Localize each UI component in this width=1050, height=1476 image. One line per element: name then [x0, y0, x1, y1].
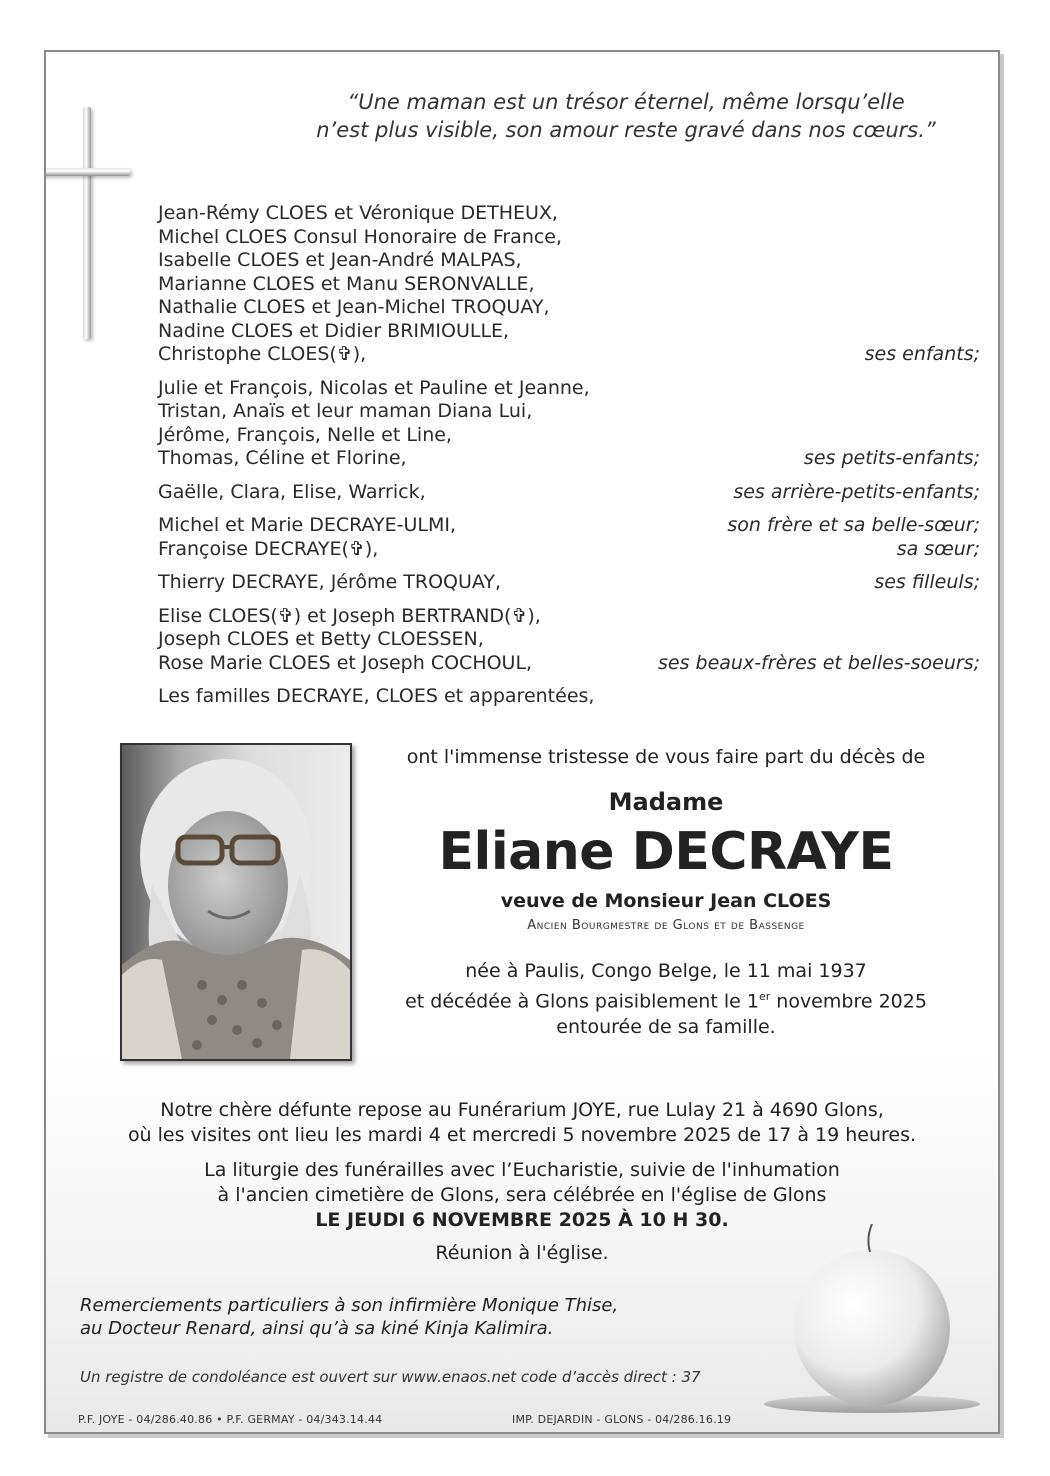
- family-name: Marianne CLOES et Manu SERONVALLE,: [158, 272, 535, 295]
- family-name: Thierry DECRAYE, Jérôme TROQUAY,: [158, 571, 502, 593]
- thanks-line: Remerciements particuliers à son infirmière Monique Thise,: [80, 1295, 619, 1316]
- visits-line: où les visites ont lieu les mardi 4 et mercredi 5 novembre 2025 de 17 à 19 heures.: [127, 1124, 917, 1146]
- thanks-line: au Docteur Renard, ainsi qu’à sa kiné Kinja Kalimira.: [80, 1318, 554, 1339]
- death-line: [346, 984, 986, 1014]
- family-role: ses enfants;: [864, 343, 980, 365]
- great-grandchildren-group: [158, 481, 980, 505]
- announcement-intro: ont l'immense tristesse de vous faire part du décès de: [406, 746, 926, 768]
- reunion-note: Réunion à l'église.: [435, 1242, 609, 1264]
- family-name: Michel et Marie DECRAYE-ULMI,: [158, 514, 457, 536]
- salutation: Madame: [608, 788, 724, 816]
- family-name: Nathalie CLOES et Jean-Michel TROQUAY,: [158, 296, 550, 318]
- family-name: Jean-Rémy CLOES et Véronique DETHEUX,: [158, 202, 558, 224]
- godchildren-group: [158, 571, 980, 595]
- family-role: ses filleuls;: [874, 571, 980, 593]
- spouse-title: Ancien Bourgmestre de Glons et de Bassenge: [527, 918, 805, 933]
- family-name: Christophe CLOES(✞),: [158, 343, 367, 365]
- visits-line: Notre chère défunte repose au Funérarium JOYE, rue Lulay 21 à 4690 Glons,: [160, 1099, 884, 1121]
- children-group: [158, 202, 980, 367]
- funeral-date: LE JEUDI 6 NOVEMBRE 2025 À 10 H 30.: [315, 1209, 729, 1231]
- family-name: Françoise DECRAYE(✞),: [158, 537, 379, 560]
- birth-death-info: [346, 958, 986, 1040]
- death-date: novembre 2025: [770, 990, 927, 1013]
- deceased-name: Eliane DECRAYE: [438, 822, 894, 882]
- portrait-photo: [120, 743, 352, 1061]
- thanks-note: [80, 1294, 700, 1340]
- family-name: Joseph CLOES et Betty CLOESSEN,: [158, 628, 484, 650]
- family-role: sa sœur;: [896, 537, 980, 560]
- family-name: Julie et François, Nicolas et Pauline et Jeanne,: [158, 376, 590, 399]
- family-name: Isabelle CLOES et Jean-André MALPAS,: [158, 249, 522, 271]
- family-name: Tristan, Anaïs et leur maman Diana Lui,: [158, 400, 533, 422]
- family-name: Les familles DECRAYE, CLOES et apparentées,: [158, 685, 595, 707]
- birth-line: née à Paulis, Congo Belge, le 11 mai 1937: [465, 960, 867, 982]
- family-name: Thomas, Céline et Florine,: [158, 447, 407, 469]
- liturgy-line: La liturgie des funérailles avec l’Eucharistie, suivie de l'inhumation: [204, 1159, 840, 1181]
- visits-info: [46, 1098, 998, 1148]
- death-text: et décédée à Glons paisiblement le 1: [405, 990, 759, 1013]
- family-role: son frère et sa belle-sœur;: [727, 514, 980, 536]
- family-list: [158, 202, 980, 719]
- in-laws-group: [158, 605, 980, 676]
- quote-line: n’est plus visible, son amour reste gravé dans nos cœurs.”: [316, 118, 936, 142]
- family-role: ses petits-enfants;: [803, 447, 980, 469]
- obituary-card: [44, 50, 1000, 1434]
- liturgy-line: à l'ancien cimetière de Glons, sera célébrée en l'église de Glons: [217, 1184, 827, 1206]
- family-name: Gaëlle, Clara, Elise, Warrick,: [158, 480, 426, 503]
- family-name: Michel CLOES Consul Honoraire de France,: [158, 225, 563, 248]
- death-sup: er: [758, 990, 771, 1003]
- families-group: [158, 685, 980, 709]
- quote-line: “Une maman est un trésor éternel, même lorsqu’elle: [347, 90, 905, 114]
- printer-footer: IMP. DEJARDIN - GLONS - 04/286.16.19: [512, 1413, 732, 1426]
- portrait-illustration: [122, 745, 350, 1059]
- condolence-registry: Un registre de condoléance est ouvert sur www.enaos.net code d’accès direct : 37: [80, 1368, 701, 1386]
- funeral-homes-footer: P.F. JOYE - 04/286.40.86 • P.F. GERMAY - 04/343.14.44: [78, 1413, 383, 1426]
- quote: [266, 88, 986, 144]
- grandchildren-group: [158, 377, 980, 471]
- surrounded-line: entourée de sa famille.: [556, 1016, 776, 1039]
- widow-of: veuve de Monsieur Jean CLOES: [500, 890, 832, 912]
- family-name: Rose Marie CLOES et Joseph COCHOUL,: [158, 651, 533, 674]
- family-role: ses arrière-petits-enfants;: [733, 480, 980, 503]
- family-name: Jérôme, François, Nelle et Line,: [158, 423, 452, 446]
- family-name: Nadine CLOES et Didier BRIMIOULLE,: [158, 319, 510, 342]
- liturgy-info: [46, 1158, 998, 1233]
- family-role: ses beaux-frères et belles-soeurs;: [658, 651, 980, 674]
- siblings-group: [158, 514, 980, 561]
- family-name: Elise CLOES(✞) et Joseph BERTRAND(✞),: [158, 604, 541, 627]
